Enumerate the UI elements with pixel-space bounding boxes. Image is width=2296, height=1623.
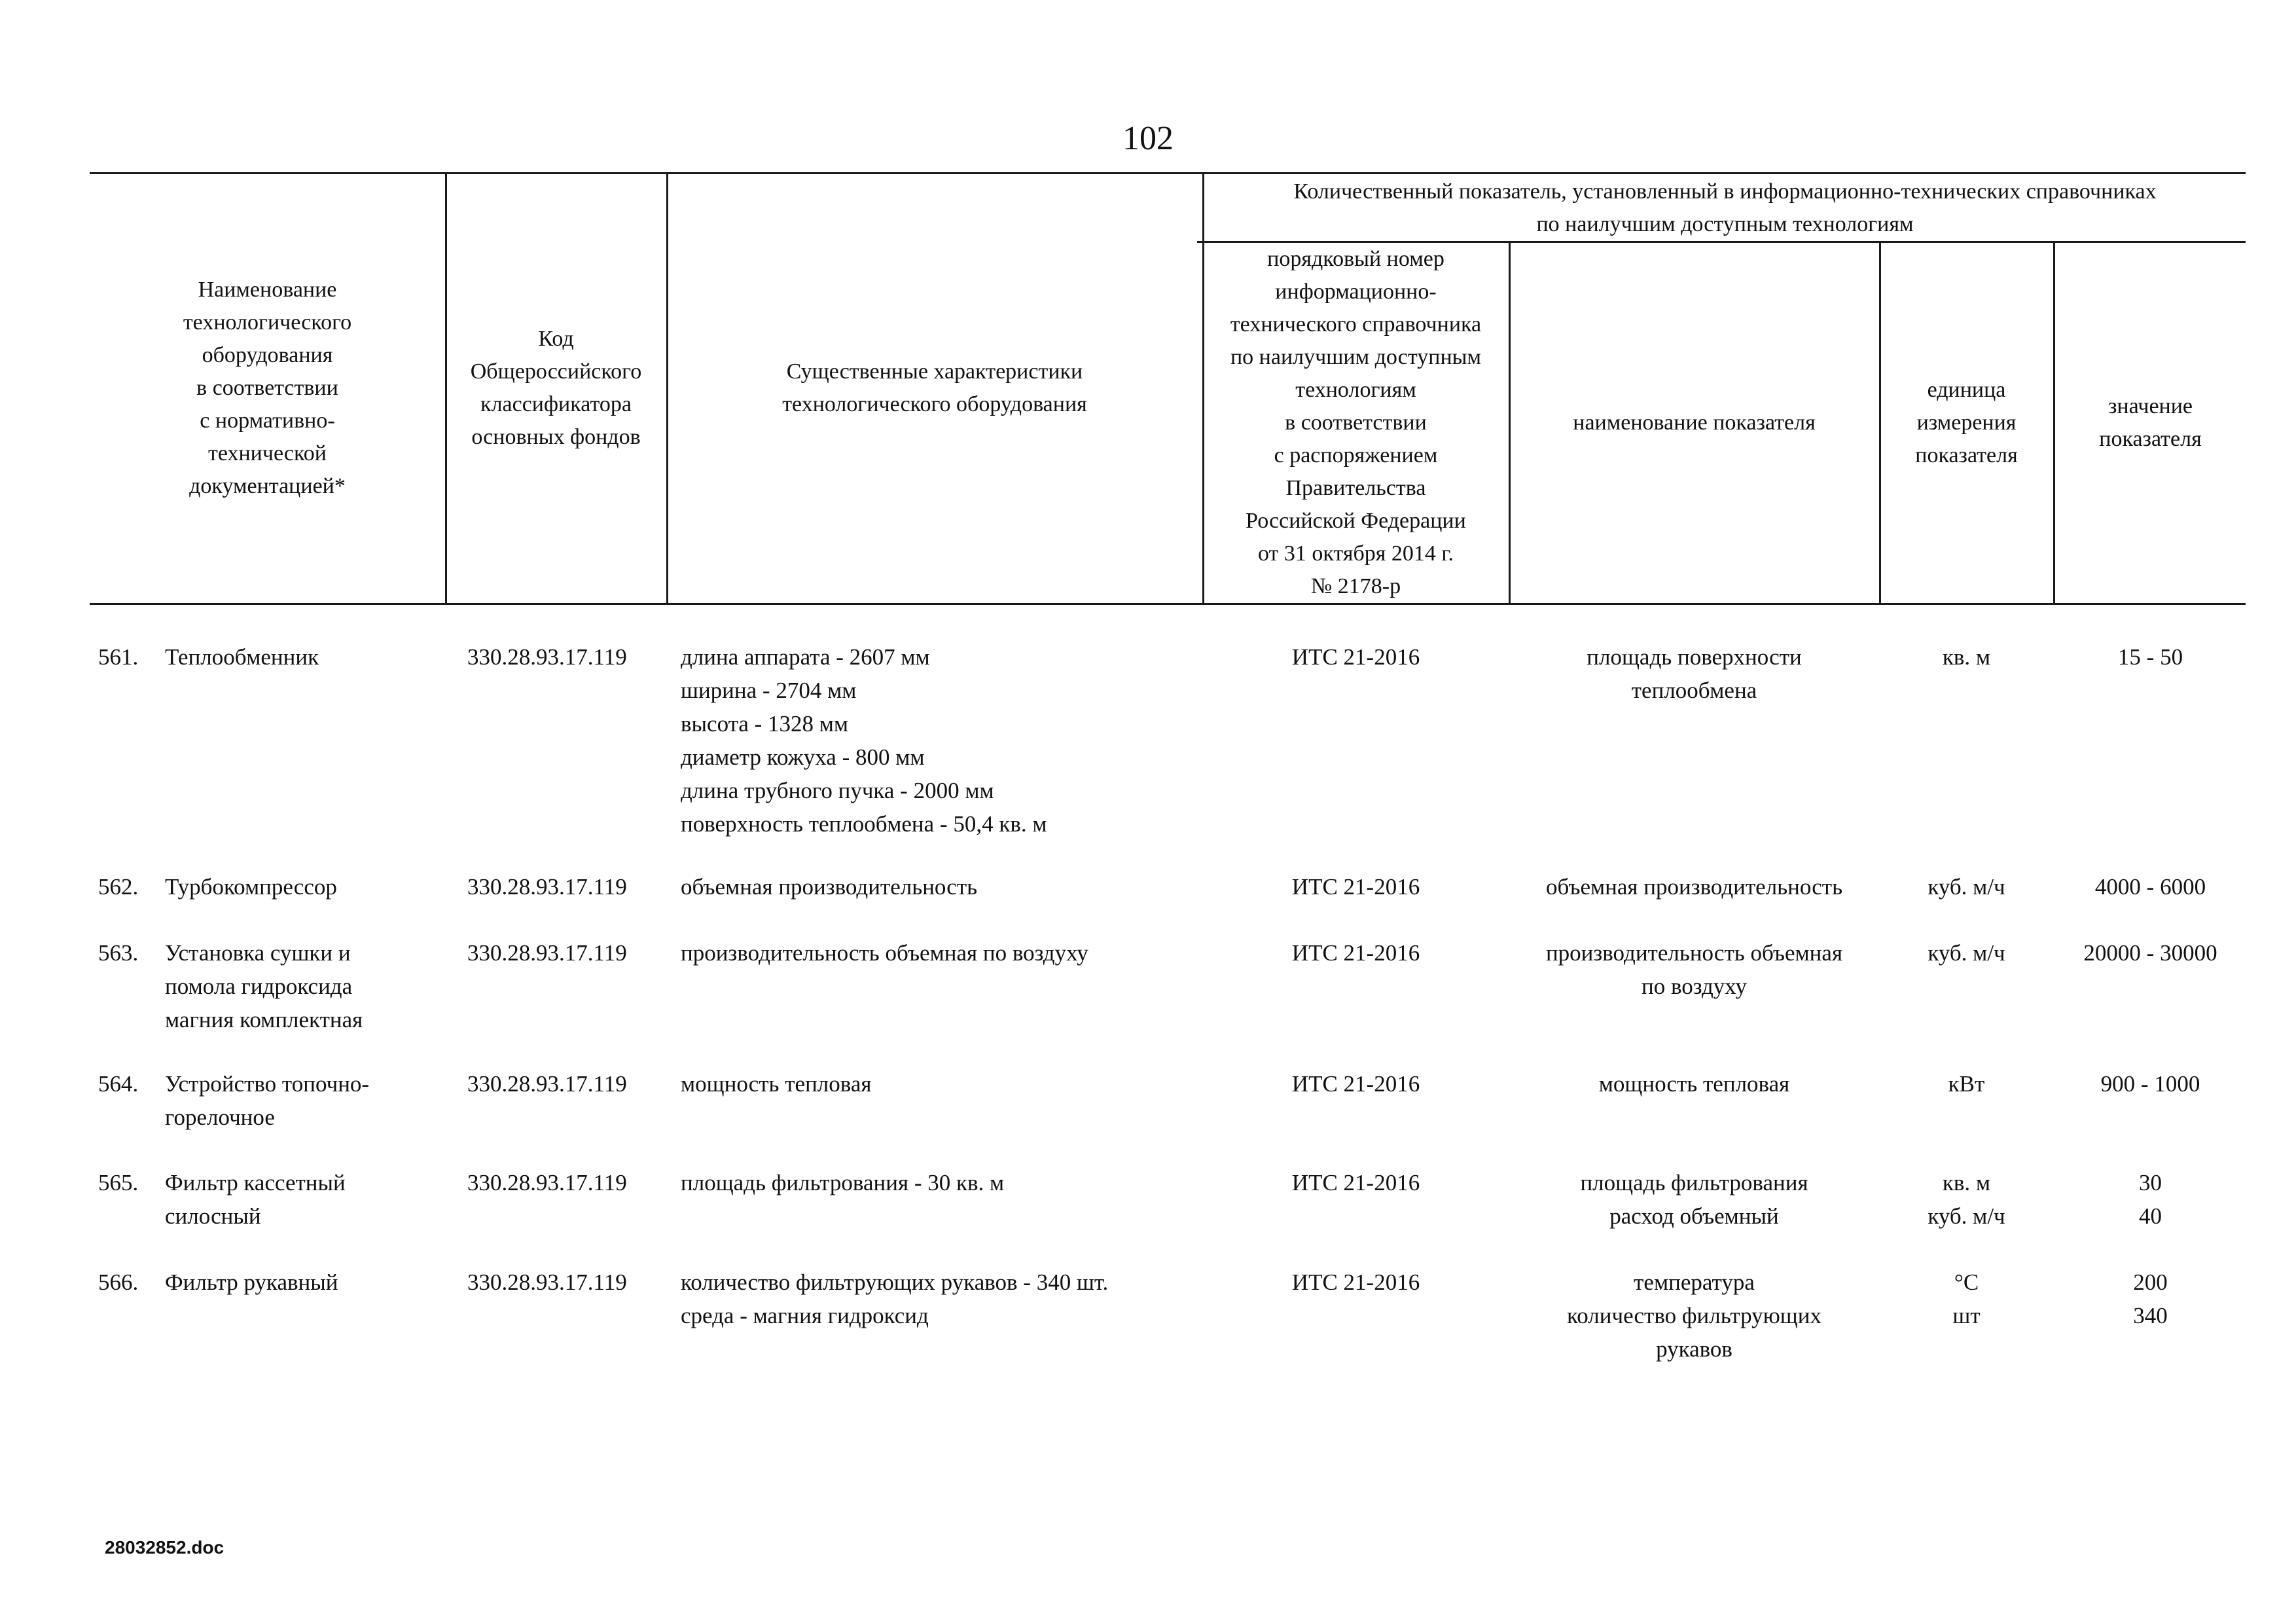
indicator-name <box>1511 640 1878 707</box>
header-line: единица <box>1927 378 2006 402</box>
header-line: с распоряжением <box>1274 443 1438 467</box>
row-number: 566. <box>98 1269 139 1295</box>
okof-code: 330.28.93.17.119 <box>467 1071 627 1097</box>
characteristics <box>681 1166 1198 1199</box>
characteristics-line: мощность тепловая <box>681 1071 872 1097</box>
equipment-name <box>165 1166 440 1233</box>
indicator-unit-line: куб. м/ч <box>1928 940 2005 966</box>
header-okof-code <box>447 173 665 602</box>
header-line: основных фондов <box>471 424 641 449</box>
equipment-name-line: горелочное <box>165 1104 275 1130</box>
indicator-name-line: расход объемный <box>1609 1203 1779 1229</box>
row-number: 562. <box>98 874 139 900</box>
indicator-unit <box>1881 870 2052 903</box>
indicator-value-line: 30 <box>2139 1170 2162 1195</box>
characteristics-line: высота - 1328 мм <box>681 711 849 737</box>
characteristics-line: ширина - 2704 мм <box>681 678 857 703</box>
indicator-value <box>2055 1067 2246 1101</box>
header-line: оборудования <box>202 342 333 367</box>
indicator-name <box>1511 936 1878 1003</box>
header-line: по наилучшим доступным <box>1230 345 1481 369</box>
row-number: 564. <box>98 1071 139 1097</box>
header-line: показателя <box>2099 427 2202 451</box>
characteristics-line: среда - магния гидроксид <box>681 1303 929 1328</box>
header-line: Код <box>538 326 574 351</box>
indicator-name-line: производительность объемная <box>1545 940 1843 966</box>
indicator-value <box>2055 640 2246 674</box>
header-line: от 31 октября 2014 г. <box>1257 541 1454 566</box>
equipment-name-line: Устройство топочно- <box>165 1071 370 1097</box>
okof-code: 330.28.93.17.119 <box>467 940 627 966</box>
header-line: технологического оборудования <box>782 392 1087 416</box>
header-indicator-name-text: наименование показателя <box>1573 410 1816 435</box>
header-line: Российской Федерации <box>1246 509 1466 533</box>
equipment-name-line: Теплообменник <box>165 644 319 670</box>
header-quantitative-indicator-group <box>1204 175 2246 241</box>
header-text <box>1230 243 1481 603</box>
its-reference: ИТС 21-2016 <box>1291 874 1420 900</box>
indicator-unit-line: кВт <box>1948 1071 1985 1097</box>
characteristics <box>681 640 1198 841</box>
okof-code: 330.28.93.17.119 <box>467 874 627 900</box>
characteristics <box>681 1067 1198 1101</box>
equipment-name-line: Фильтр рукавный <box>165 1269 338 1295</box>
header-line: классификатора <box>480 392 632 416</box>
indicator-name <box>1511 1166 1878 1233</box>
characteristics-line: длина аппарата - 2607 мм <box>681 644 930 670</box>
its-reference: ИТС 21-2016 <box>1291 1170 1420 1195</box>
header-text <box>471 323 642 454</box>
indicator-name-line: теплообмена <box>1631 678 1757 703</box>
equipment-name-line: силосный <box>165 1203 261 1229</box>
indicator-unit <box>1881 1166 2052 1233</box>
header-text <box>782 356 1087 421</box>
its-reference: ИТС 21-2016 <box>1291 1269 1420 1295</box>
its-reference: ИТС 21-2016 <box>1291 940 1420 966</box>
indicator-name-line: количество фильтрующих <box>1567 1303 1821 1328</box>
indicator-name <box>1511 1266 1878 1366</box>
header-line: Наименование <box>198 277 337 302</box>
okof-code: 330.28.93.17.119 <box>467 1269 627 1295</box>
characteristics-line: производительность объемная по воздуху <box>681 940 1088 966</box>
header-equipment-name <box>92 173 443 602</box>
header-line: технологиям <box>1295 378 1416 402</box>
indicator-unit <box>1881 1067 2052 1101</box>
header-line: в соответствии <box>196 375 338 400</box>
characteristics <box>681 870 1198 903</box>
characteristics-line: поверхность теплообмена - 50,4 кв. м <box>681 811 1047 837</box>
header-line: Количественный показатель, установленный в информационно-технических справочниках <box>1293 179 2157 204</box>
equipment-name-line: Турбокомпрессор <box>165 874 337 900</box>
indicator-unit <box>1881 936 2052 970</box>
indicator-unit-line: куб. м/ч <box>1928 874 2005 900</box>
header-line: по наилучшим доступным технологиям <box>1536 212 1914 236</box>
footer-filename: 28032852.doc <box>105 1537 224 1558</box>
indicator-value <box>2055 936 2246 970</box>
equipment-name-line: помола гидроксида <box>165 974 353 999</box>
indicator-value-line: 20000 - 30000 <box>2083 940 2217 966</box>
indicator-value-line: 4000 - 6000 <box>2094 874 2206 900</box>
indicator-value-line: 40 <box>2139 1203 2162 1229</box>
equipment-name-line: Установка сушки и <box>165 940 351 966</box>
okof-code: 330.28.93.17.119 <box>467 1170 627 1195</box>
header-line: с нормативно- <box>200 408 335 433</box>
indicator-name-line: мощность тепловая <box>1598 1071 1790 1097</box>
header-line: информационно- <box>1275 280 1437 304</box>
its-reference: ИТС 21-2016 <box>1291 644 1420 670</box>
indicator-unit <box>1881 640 2052 674</box>
row-number: 565. <box>98 1170 139 1195</box>
header-text <box>1915 374 2018 472</box>
indicator-value-line: 200 <box>2133 1269 2168 1295</box>
indicator-value-line: 15 - 50 <box>2117 644 2183 670</box>
okof-code: 330.28.93.17.119 <box>467 644 627 670</box>
header-line: технического справочника <box>1230 312 1482 337</box>
header-text <box>2099 390 2202 456</box>
equipment-name <box>165 1067 440 1134</box>
characteristics-line: объемная производительность <box>681 874 978 900</box>
indicator-value <box>2055 1266 2246 1332</box>
header-line: порядковый номер <box>1267 247 1444 271</box>
header-text <box>183 274 351 503</box>
row-number: 563. <box>98 940 139 966</box>
indicator-value-line: 340 <box>2133 1303 2168 1328</box>
indicator-value <box>2055 870 2246 903</box>
indicator-name <box>1511 870 1878 903</box>
header-line: технической <box>207 441 327 465</box>
equipment-name <box>165 640 440 674</box>
characteristics-line: диаметр кожуха - 800 мм <box>681 744 925 770</box>
header-line: показателя <box>1915 443 2018 467</box>
header-line: Общероссийского <box>470 359 642 384</box>
indicator-unit-line: кв. м <box>1942 644 1991 670</box>
equipment-name-line: магния комплектная <box>165 1007 363 1032</box>
characteristics-line: длина трубного пучка - 2000 мм <box>681 778 994 803</box>
header-line: Правительства <box>1285 476 1426 500</box>
equipment-name <box>165 936 440 1036</box>
equipment-name-line: Фильтр кассетный <box>165 1170 346 1195</box>
header-line: Существенные характеристики <box>786 359 1083 384</box>
characteristics <box>681 936 1198 970</box>
header-line: № 2178-р <box>1310 574 1401 598</box>
indicator-unit <box>1881 1266 2052 1332</box>
header-line: измерения <box>1916 410 2017 435</box>
its-reference: ИТС 21-2016 <box>1291 1071 1420 1097</box>
indicator-value-line: 900 - 1000 <box>2100 1071 2200 1097</box>
characteristics-line: площадь фильтрования - 30 кв. м <box>681 1170 1005 1195</box>
indicator-name-line: рукавов <box>1656 1336 1732 1362</box>
header-line: значение <box>2108 394 2193 418</box>
indicator-unit-line: °C <box>1954 1269 1979 1295</box>
row-number: 561. <box>98 644 139 670</box>
indicator-name-line: объемная производительность <box>1545 874 1843 900</box>
indicator-name-line: площадь поверхности <box>1587 644 1802 670</box>
indicator-name <box>1511 1067 1878 1101</box>
header-indicator-name <box>1511 243 1878 603</box>
header-text <box>1293 175 2156 241</box>
indicator-value <box>2055 1166 2246 1233</box>
header-line: в соответствии <box>1285 410 1427 435</box>
equipment-name <box>165 1266 440 1299</box>
header-line: технологического <box>183 310 352 335</box>
header-line: документацией* <box>189 473 346 498</box>
indicator-name-line: по воздуху <box>1641 974 1747 999</box>
equipment-name <box>165 870 440 903</box>
indicator-name-line: температура <box>1634 1269 1755 1295</box>
indicator-unit-line: шт <box>1952 1303 1981 1328</box>
indicator-name-line: площадь фильтрования <box>1580 1170 1808 1195</box>
characteristics-line: количество фильтрующих рукавов - 340 шт. <box>681 1269 1109 1295</box>
header-characteristics <box>668 173 1201 602</box>
table-header-bottom-rule <box>90 603 2246 605</box>
page-number: 102 <box>1122 120 1174 157</box>
indicator-unit-line: кв. м <box>1942 1170 1991 1195</box>
header-value <box>2055 243 2246 603</box>
characteristics <box>681 1266 1198 1332</box>
indicator-unit-line: куб. м/ч <box>1928 1203 2005 1229</box>
header-its-number <box>1204 243 1507 603</box>
header-unit <box>1881 243 2052 603</box>
